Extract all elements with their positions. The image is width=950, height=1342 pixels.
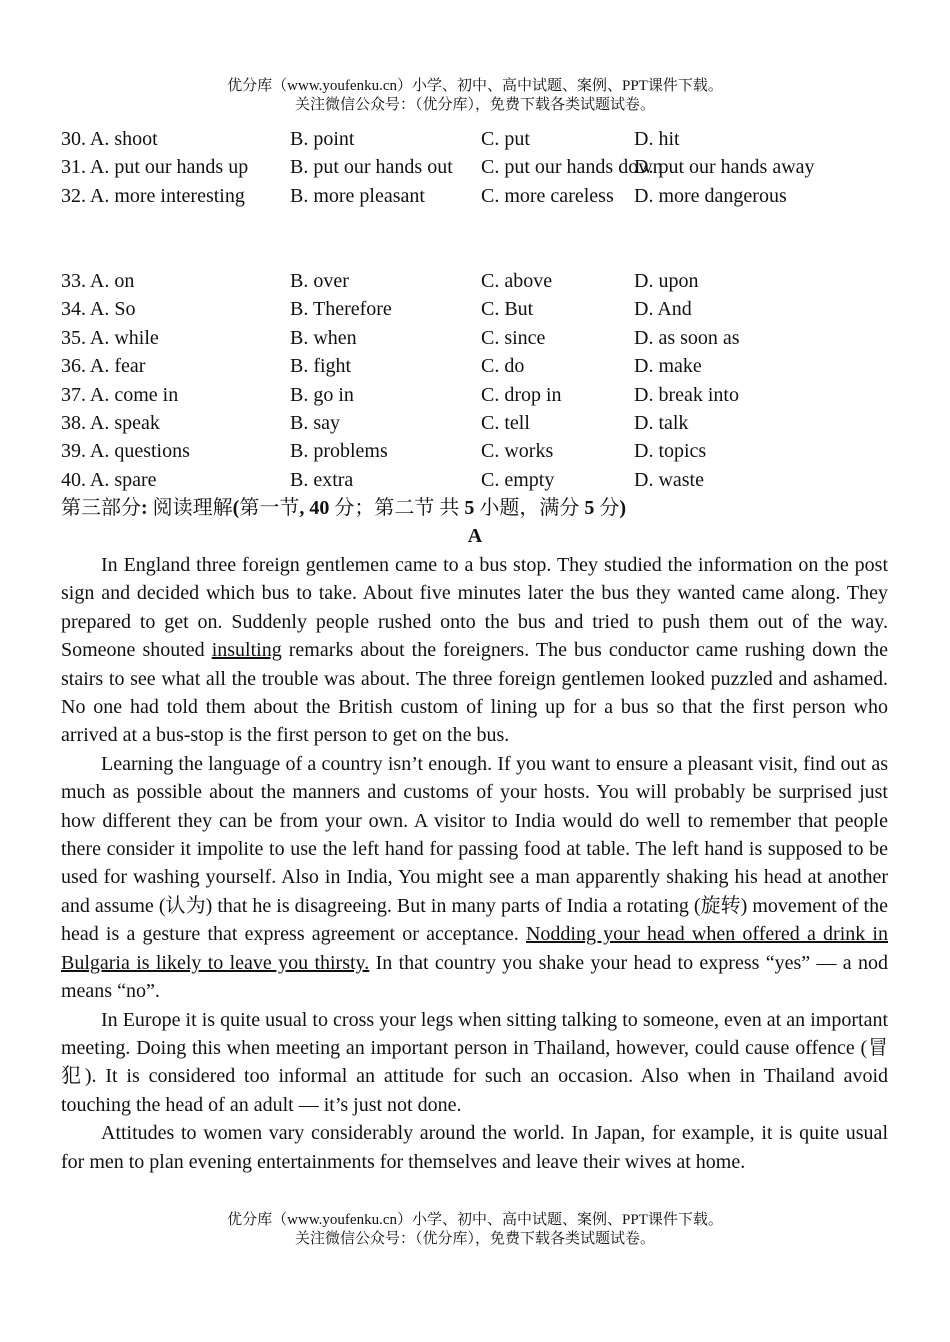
section-paren-close: ) [619,497,627,519]
option-d: D. more dangerous [634,184,787,207]
paragraph-4: Attitudes to women vary considerably around the world. In Japan, for example, it is quite usual for men to plan evening entertainments for themselves and leave their wives at home. [61,1122,888,1173]
underlined-word-insulting: insulting [211,639,282,662]
underlined-sentence-bulgaria: Nodding your head when offered a drink in Bulgaria is likely to leave you thirsty. [61,923,888,974]
option-a: 38. A. speak [61,411,160,434]
option-d: D. And [634,298,692,321]
option-c: C. more careless [481,184,614,207]
page-footer [0,1211,950,1249]
section-part-one: 第一节 [239,497,300,519]
section-label: 第三部分 [61,497,141,519]
option-a: 31. A. put our hands up [61,156,249,179]
option-a: 30. A. shoot [61,128,158,150]
question-options-group-2 [61,267,921,494]
option-b: B. fight [290,355,352,378]
option-c: C. above [481,270,553,292]
section-part-two: 分；第二节 共 [334,497,460,519]
reading-passage [61,551,888,1176]
option-d: D. waste [634,468,704,491]
question-row [61,182,921,210]
option-c: C. do [481,355,525,378]
option-d: D. talk [634,411,689,434]
question-row [61,409,921,437]
option-d: D. topics [634,440,707,463]
paragraph-3: In Europe it is quite usual to cross your legs when sitting talking to someone, even at an important meeting. Doing this when meeting an important person in Thailand, however, could cause offence (冒犯). It is considered too informal an attitude for such an occasion. Also when in Thailand avoid touching the head of an adult — it’s just not done. [61,1008,888,1116]
option-b: B. when [290,326,357,349]
question-row [61,437,921,465]
option-a: 35. A. while [61,326,159,349]
section-colon: : [141,497,153,519]
question-row [61,153,921,181]
option-b: B. over [290,270,349,292]
question-options-group-1 [61,125,921,210]
option-a: 40. A. spare [61,468,157,491]
section-full-score-label: 小题，满分 [479,497,580,519]
option-d: D. break into [634,383,739,406]
paragraph-1 [61,551,888,750]
option-b: B. Therefore [290,298,392,321]
option-b: B. point [290,128,355,150]
option-d: D. hit [634,128,680,150]
section-part-two-count: 5 [459,497,480,519]
section-title: 阅读理解 [152,497,233,519]
section-paren-open: ( [232,497,240,519]
option-b: B. more pleasant [290,184,425,207]
page-header [0,77,950,115]
question-row [61,125,921,153]
option-a: 36. A. fear [61,355,146,378]
option-c: C. drop in [481,383,562,406]
option-b: B. say [290,411,340,434]
option-c: C. put our hands down [481,156,663,179]
paragraph-1-text-a: In England three foreign gentlemen came to a bus stop. They studied the information on the post sign and decided which bus to take. About five minutes later the bus they wanted came along. They prepared to get on. Suddenly people rushed onto the bus and tried to push them out of the way. Someone shouted [61,554,888,662]
section-heading [61,494,626,522]
section-full-score: 5 [579,497,600,519]
option-c: C. empty [481,468,555,491]
option-b: B. go in [290,383,354,406]
option-c: C. tell [481,411,530,434]
option-d: D. make [634,355,702,378]
paragraph-2-text-b: In that country you shake your head to express “yes” — a nod means “no”. [61,951,889,1003]
option-b: B. put our hands out [290,156,453,179]
option-c: C. But [481,298,534,321]
footer-line-1: 优分库（www.youfenku.cn）小学、初中、高中试题、案例、PPT课件下载。 [227,1212,723,1228]
option-a: 39. A. questions [61,440,190,463]
question-row [61,381,921,409]
header-line-2: 关注微信公众号：（优分库），免费下载各类试题试卷。 [294,97,655,113]
paragraph-1-text-b: remarks about the foreigners. The bus conductor came rushing down the stairs to see what all the trouble was about. The three foreign gentlemen looked puzzled and ashamed. No one had told them about the British custom of lining up for a bus so that the first person who arrived at a bus-stop is the first person to get on the bus. [61,639,888,747]
option-a: 34. A. So [61,298,136,321]
section-part-one-score: , 40 [299,497,335,519]
question-row [61,324,921,352]
footer-line-2: 关注微信公众号：（优分库），免费下载各类试题试卷。 [294,1231,655,1247]
paragraph-2-text-a: Learning the language of a country isn’t enough. If you want to ensure a pleasant visit, find out as much as possible about the manners and customs of your hosts. You will probably be surprised just how different they can be from your own. A visitor to India would do well to remember that people there consider it impolite to use the left hand for passing food at table. The left hand is supposed to be used for washing yourself. Also in India, You might see a man apparently shaking his head at another and assume (认为) that he is disagreeing. But in many parts of India a rotating (旋转) movement of the head is a gesture that express agreement or acceptance. [61,752,888,946]
question-row [61,352,921,380]
header-line-1: 优分库（www.youfenku.cn）小学、初中、高中试题、案例、PPT课件下载。 [227,78,723,94]
option-b: B. problems [290,440,388,463]
paragraph-2 [61,750,888,1006]
option-a: 33. A. on [61,270,135,292]
option-c: C. since [481,326,546,349]
question-row [61,267,921,295]
section-score-unit: 分 [599,497,620,519]
option-d: D. as soon as [634,326,740,349]
question-row [61,295,921,323]
option-a: 32. A. more interesting [61,184,245,207]
option-b: B. extra [290,468,354,491]
option-d: D. put our hands away [634,156,815,179]
passage-title: A [467,525,483,547]
option-d: D. upon [634,270,699,292]
question-row [61,466,921,494]
option-a: 37. A. come in [61,383,179,406]
option-c: C. put [481,128,530,150]
option-c: C. works [481,440,554,463]
